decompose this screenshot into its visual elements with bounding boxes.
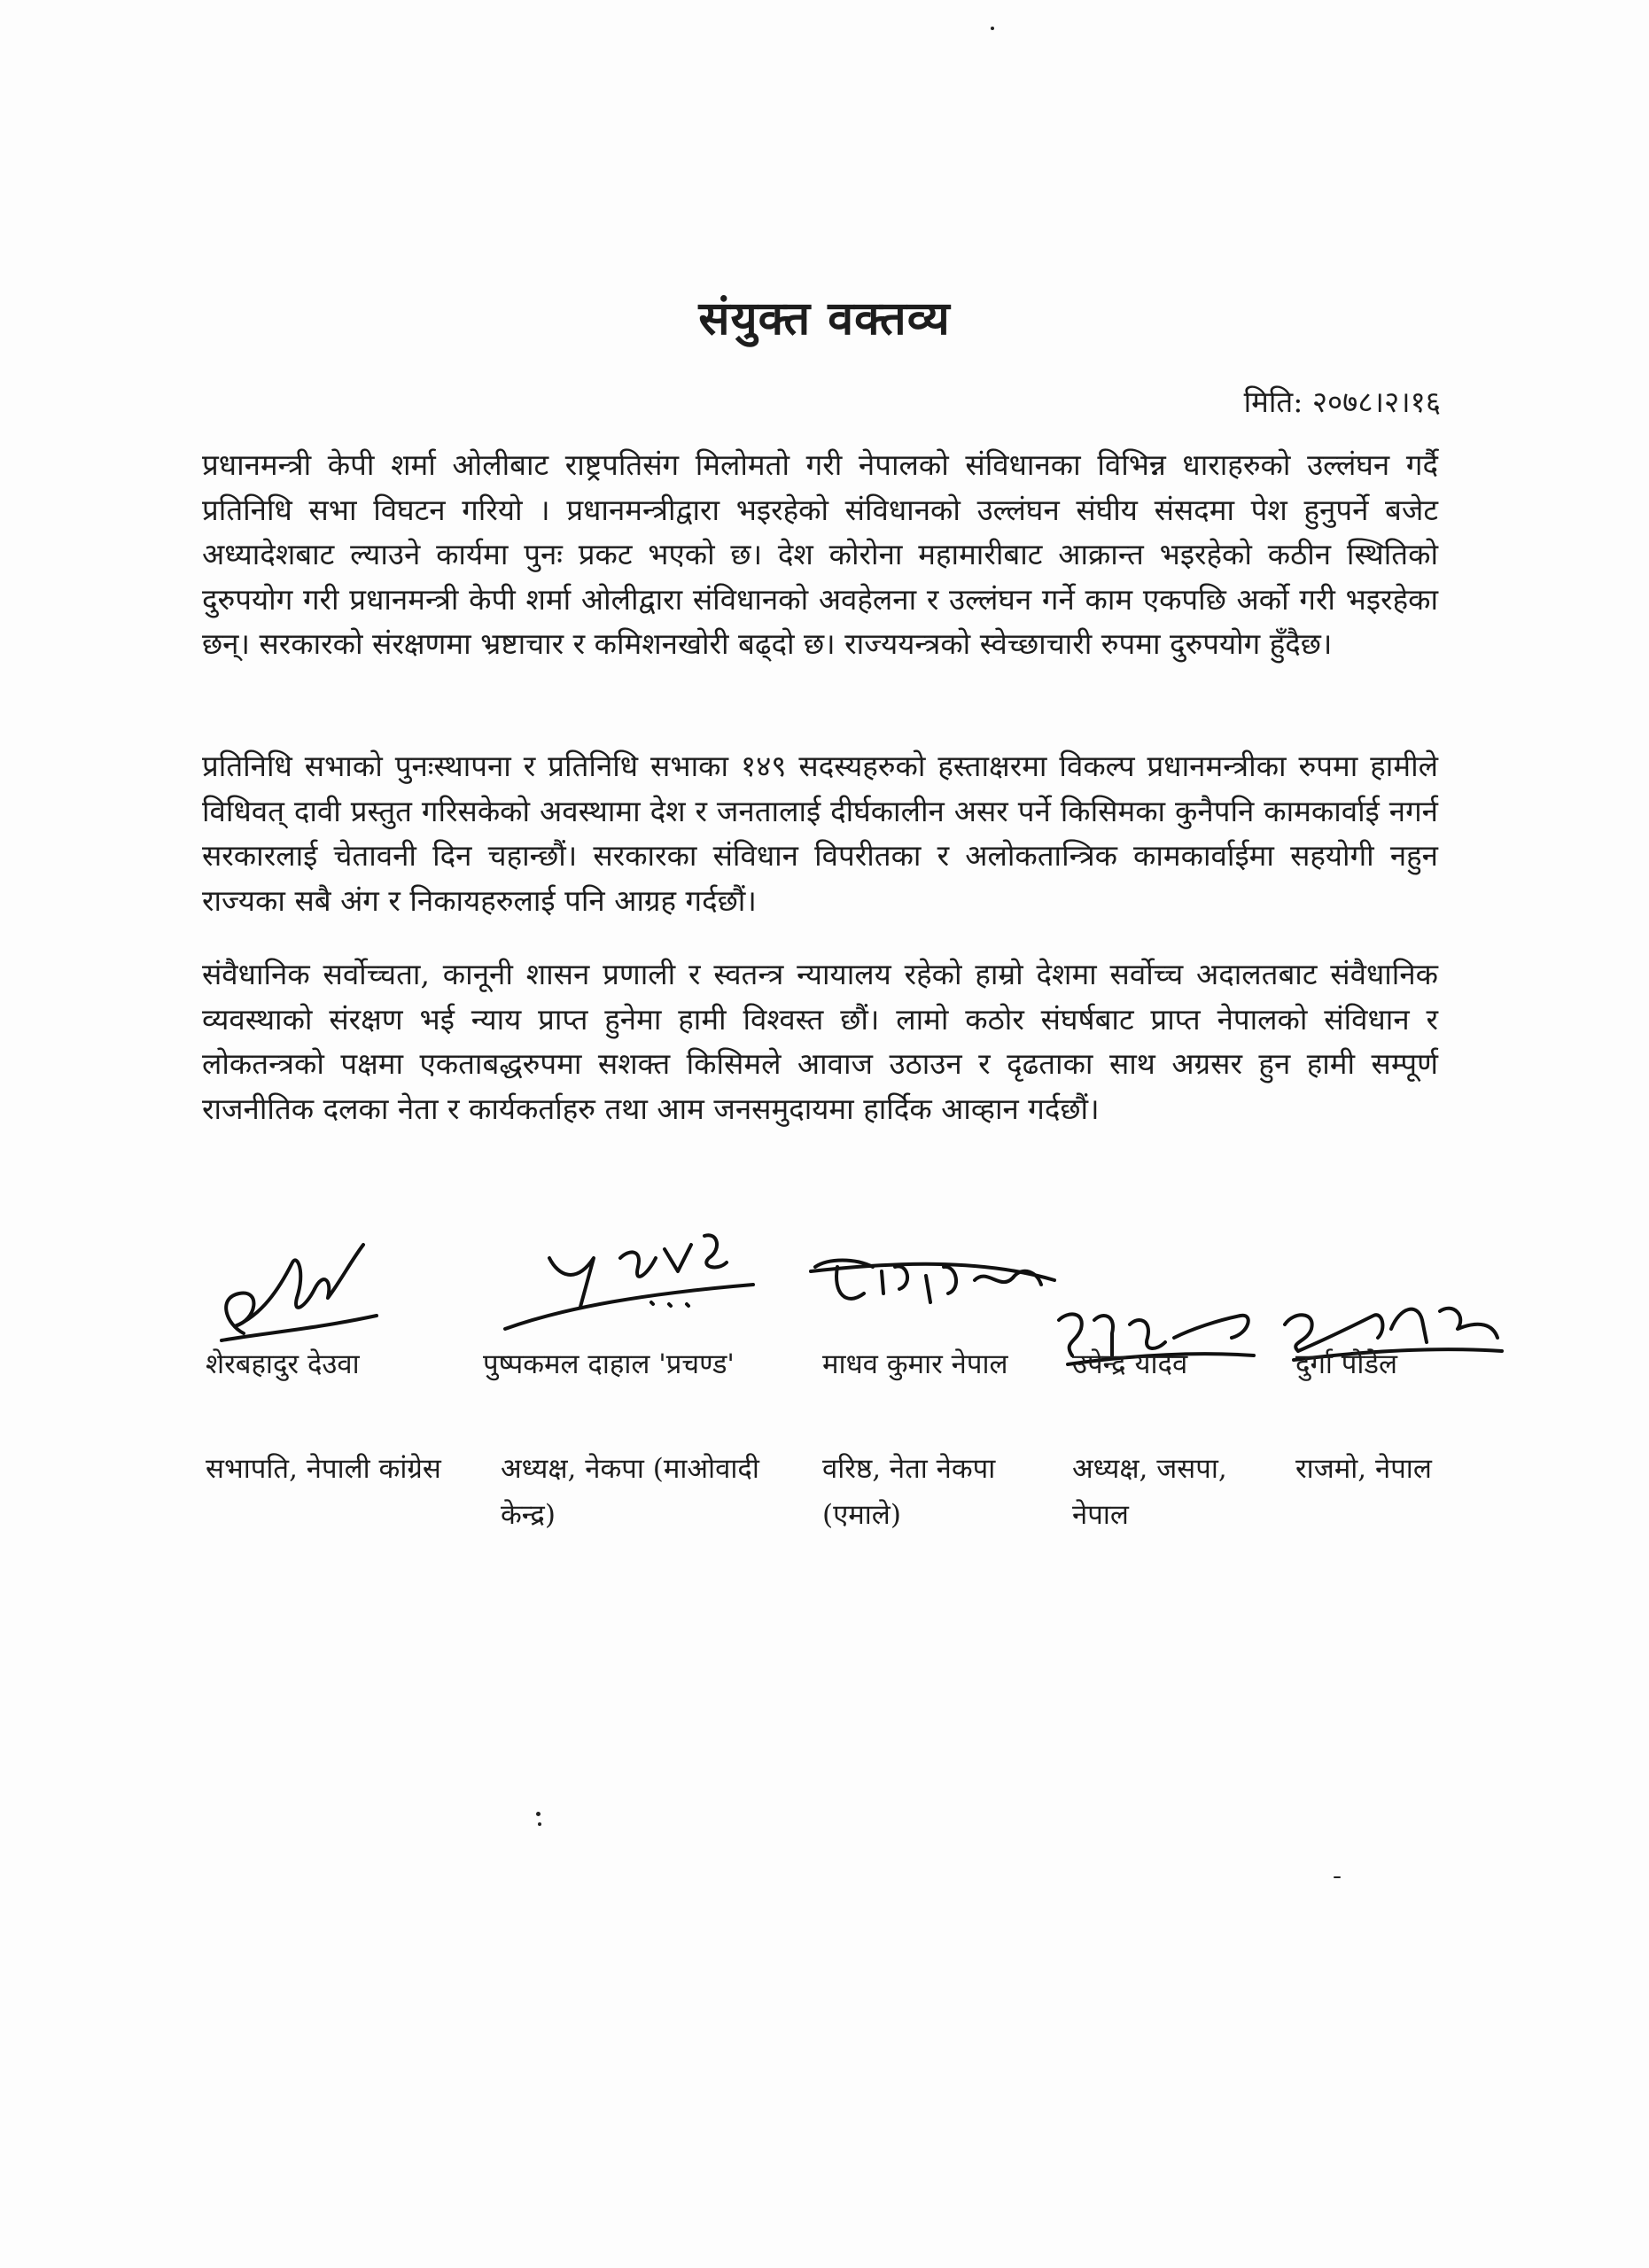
paragraph-3: संवैधानिक सर्वोच्चता, कानूनी शासन प्रणाली र स्वतन्त्र न्यायालय रहेको हाम्रो देशमा सर्वोच्च अदालतबाट संवैधानिक व्यवस्थाको संरक्षण भई न्याय प्राप्त हुनेमा हामी विश्वस्त छौं। लामो कठोर संघर्षबाट प्राप्त नेपालको संविधान र लोकतन्त्रको पक्षमा एकताबद्धरुपमा सशक्त किसिमले आवाज उठाउन र दृढताका साथ अग्रसर हुन हामी सम्पूर्ण राजनीतिक दलका नेता र कार्यकर्ताहरु तथा आम जनसमुदायमा हार्दिक आव्हान गर्दछौं। <box>202 957 1438 1126</box>
signatory-post-2: अध्यक्ष, नेकपा (माओवादी केन्द्र) <box>501 1453 759 1531</box>
signatory-name-3: माधव कुमार नेपाल <box>822 1348 1008 1380</box>
signatory-post-1: सभापति, नेपाली कांग्रेस <box>206 1453 441 1485</box>
signatory-name-4: उपेन्द्र यादव <box>1072 1348 1188 1380</box>
signatory-name-5: दुर्गा पौडेल <box>1295 1348 1398 1380</box>
signature-2 <box>496 1223 762 1342</box>
signatory-post-5: राजमो, नेपाल <box>1295 1453 1432 1485</box>
signature-3 <box>802 1240 1059 1338</box>
signatory-post-3: वरिष्ठ, नेता नेकपा (एमाले) <box>822 1453 996 1531</box>
document-date: मिति: २०७८।२।१६ <box>1243 384 1441 419</box>
paragraph-1: प्रधानमन्त्री केपी शर्मा ओलीबाट राष्ट्रपतिसंग मिलोमतो गरी नेपालको संविधानका विभिन्न धाराहरुको उल्लंघन गर्दै प्रतिनिधि सभा विघटन गरियो । प्रधानमन्त्रीद्वारा भइरहेको संविधानको उल्लंघन संघीय संसदमा पेश हुनुपर्ने बजेट अध्यादेशबाट ल्याउने कार्यमा पुनः प्रकट भएको छ। देश कोरोना महामारीबाट आक्रान्त भइरहेको कठीन स्थितिको दुरुपयोग गरी प्रधानमन्त्री केपी शर्मा ओलीद्वारा संविधानको अवहेलना र उल्लंघन गर्ने काम एकपछि अर्को गरी भइरहेका छन्। सरकारको संरक्षणमा भ्रष्टाचार र कमिशनखोरी बढ्दो छ। राज्ययन्त्रको स्वेच्छाचारी रुपमा दुरुपयोग हुँदैछ। <box>202 447 1438 661</box>
signatory-name-2: पुष्पकमल दाहाल 'प्रचण्ड' <box>483 1348 735 1380</box>
signatory-name-1: शेरबहादुर देउवा <box>206 1348 360 1380</box>
paragraph-2: प्रतिनिधि सभाको पुनःस्थापना र प्रतिनिधि सभाका १४९ सदस्यहरुको हस्ताक्षरमा विकल्प प्रधानमन्त्रीका रुपमा हामीले विधिवत् दावी प्रस्तुत गरिसकेको अवस्थामा देश र जनतालाई दीर्घकालीन असर पर्ने किसिमका कुनैपनि कामकार्वाई नगर्न सरकारलाई चेतावनी दिन चहान्छौं। सरकारका संविधान विपरीतका र अलोकतान्त्रिक कामकार्वाईमा सहयोगी नहुन राज्यका सबै अंग र निकायहरुलाई पनि आग्रह गर्दछौं। <box>202 749 1438 918</box>
signatory-post-4: अध्यक्ष, जसपा, नेपाल <box>1072 1453 1227 1531</box>
signature-1 <box>208 1227 394 1347</box>
document-title: संयुक्त वक्तव्य <box>698 291 951 346</box>
